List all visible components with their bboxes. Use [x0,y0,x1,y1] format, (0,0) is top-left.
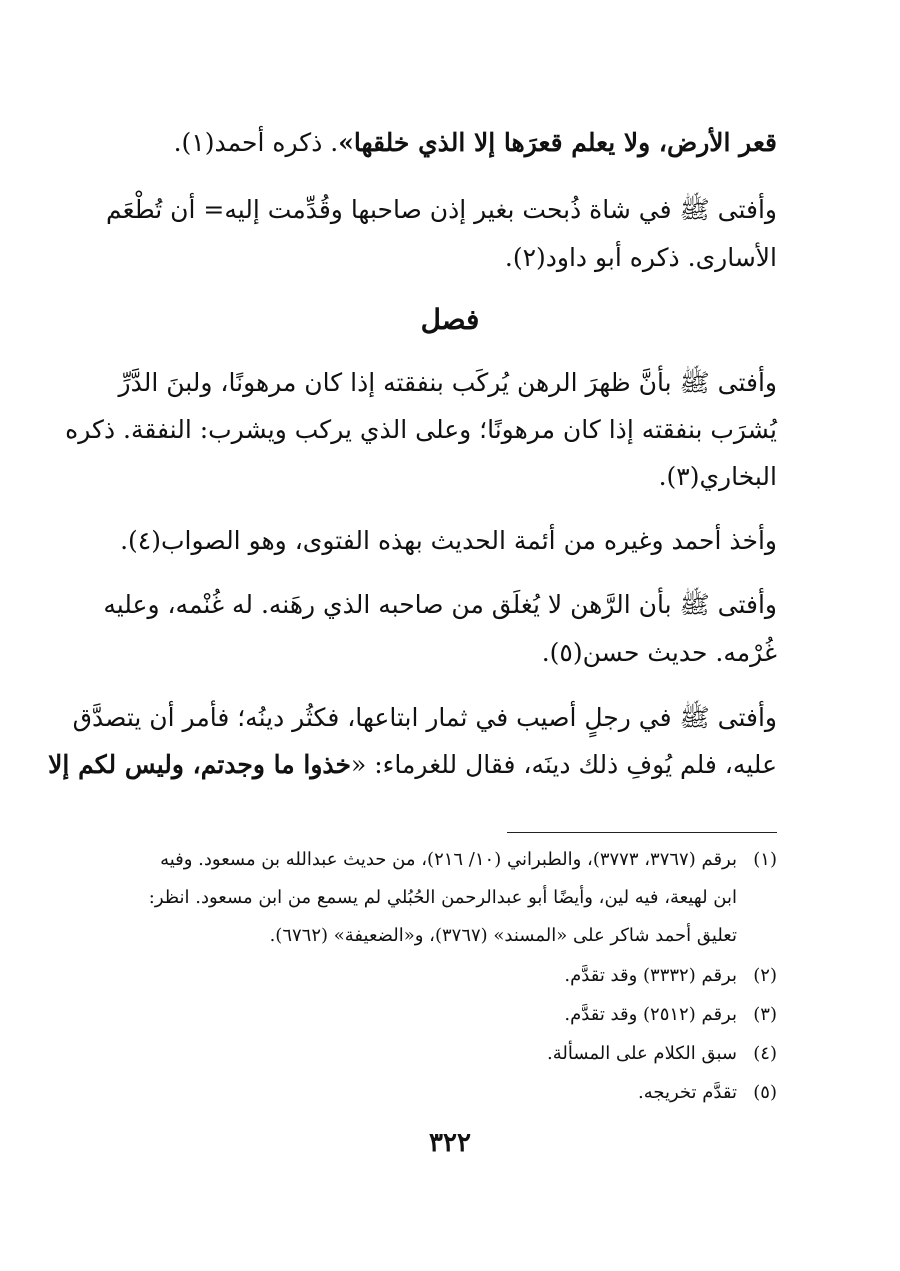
citation-text: . ذكره أحمد(١). [173,128,339,157]
text-line: البخاري(٣). [658,462,777,491]
footnote-text: سبق الكلام على المسألة. [547,1043,737,1064]
hadith-quote: خذوا ما وجدتم، وليس لكم إلا [48,750,351,779]
footnote-text: برقم (٣٧٦٧، ٣٧٧٣)، والطبراني (١٠/ ٢١٦)، من حديث عبدالله بن مسعود. وفيه [160,849,737,870]
section-heading: فصل [420,303,480,336]
text-line: وأخذ أحمد وغيره من أئمة الحديث بهذه الفتوى، وهو الصواب(٤). [120,526,777,555]
text-segment: عليه، فلم يُوفِ ذلك دينَه، فقال للغرماء: « [350,750,777,779]
footnote-number: (٥) [753,1082,777,1103]
footnote [120,1042,777,1066]
footnote-text: برقم (٢٥١٢) وقد تقدَّم. [564,1004,737,1025]
page-number: ٣٢٢ [429,1128,471,1158]
text-line: وأفتى ﷺ بأنَّ ظهرَ الرهن يُركَب بنفقته إذا كان مرهونًا، ولبنَ الدَّرِّ [118,368,777,397]
footnote-number: (٣) [753,1004,777,1025]
footnote-number: (٢) [753,965,777,986]
text-line: الأسارى. ذكره أبو داود(٢). [504,243,777,272]
footnote [120,1081,777,1105]
text-line: وأفتى ﷺ في رجلٍ أصيب في ثمار ابتاعها، فكثُر دينُه؛ فأمر أن يتصدَّق [72,703,777,732]
footnote [120,964,777,988]
text-line: وأفتى ﷺ في شاة ذُبحت بغير إذن صاحبها وقُدِّمت إليه= أن تُطْعَم [106,195,777,224]
text-line: وأفتى ﷺ بأن الرَّهن لا يُغلَق من صاحبه الذي رهَنه. له غُنْمه، وعليه [103,590,777,619]
footnote-text: تعليق أحمد شاكر على «المسند» (٣٧٦٧)، و«الضعيفة» (٦٧٦٢). [269,925,737,946]
footnote-number: (٤) [753,1043,777,1064]
text-line [120,128,777,158]
text-line: يُشرَب بنفقته إذا كان مرهونًا؛ وعلى الذي يركب ويشرب: النفقة. ذكره [65,415,777,444]
text-line [48,750,777,780]
footnote-text: ابن لهيعة، فيه لين، وأيضًا أبو عبدالرحمن الحُبُلي لم يسمع من ابن مسعود. انظر: [148,887,737,908]
hadith-quote: قعر الأرض، ولا يعلم قعرَها إلا الذي خلقها» [338,128,777,157]
text-line: غُرْمه. حديث حسن(٥). [541,638,777,667]
footnote [120,1003,777,1027]
footnote-separator [507,832,777,833]
footnote-number: (١) [753,849,777,870]
footnote [120,848,777,872]
footnote-text: برقم (٣٣٣٢) وقد تقدَّم. [564,965,737,986]
footnote-text: تقدَّم تخريجه. [638,1082,737,1103]
